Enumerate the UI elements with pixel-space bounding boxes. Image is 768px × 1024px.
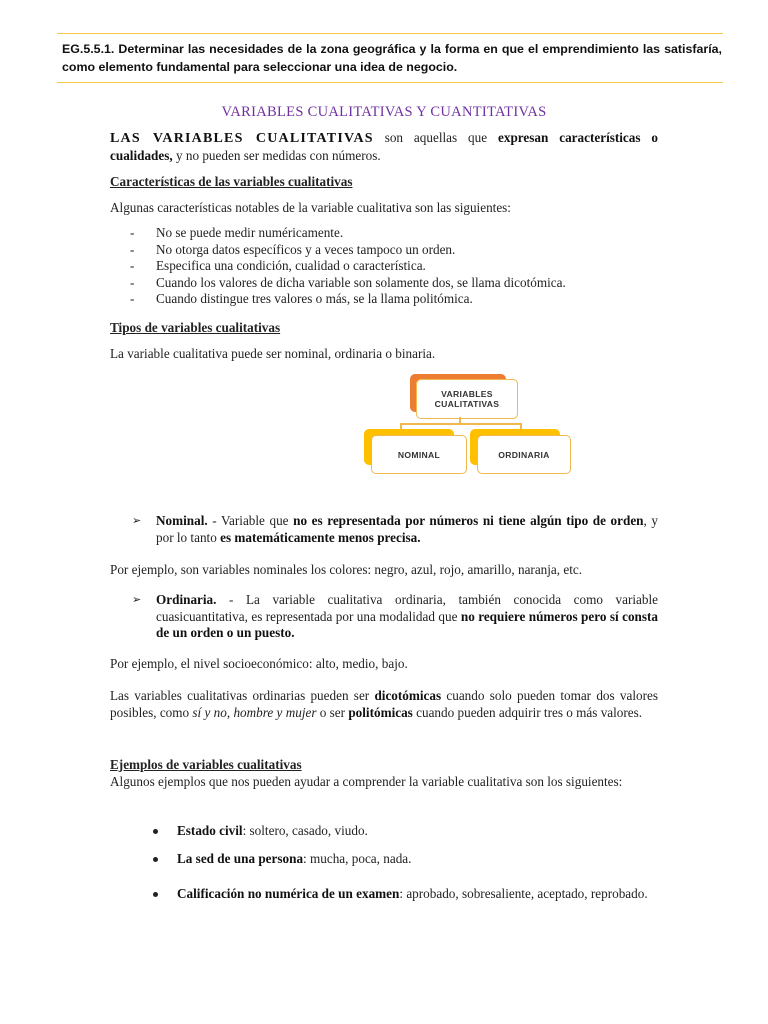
section2-intro: La variable cualitativa puede ser nominal, ordinaria o binaria.	[110, 346, 436, 361]
dicotomicas-paragraph: Las variables cualitativas ordinarias pueden ser dicotómicas cuando solo pueden tomar dos valores posibles, como sí y no, hombre y mujer o ser politómicas cuando pueden adquirir tres o más valores.	[110, 688, 658, 720]
header-bottom-rule	[57, 82, 723, 83]
example-item-sed: La sed de una persona: mucha, poca, nada.	[150, 851, 658, 868]
section1-heading: Características de las variables cualitativas	[110, 174, 353, 189]
bullet-icon	[153, 892, 158, 897]
section1-intro: Algunas características notables de la variable cualitativa son las siguientes:	[110, 200, 511, 215]
bullet-icon	[153, 829, 158, 834]
page-title: VARIABLES CUALITATIVAS Y CUANTITATIVAS	[221, 104, 547, 120]
bullet-icon	[153, 857, 158, 862]
header-objective: EG.5.5.1. Determinar las necesidades de la zona geográfica y la forma en que el emprendimiento las satisfaría, como elemento fundamental para seleccionar una idea de negocio.	[62, 42, 722, 74]
section3-heading: Ejemplos de variables cualitativas	[110, 757, 302, 772]
ordinaria-node: ORDINARIA	[477, 435, 571, 474]
example-item-estado-civil: Estado civil: soltero, casado, viudo.	[150, 823, 658, 840]
list-item: - Cuando los valores de dicha variable son solamente dos, se llama dicotómica.	[130, 274, 566, 290]
example-item-calificacion: Calificación no numérica de un examen: aprobado, sobresaliente, aceptado, reprobado.	[150, 880, 658, 908]
nominal-node: NOMINAL	[371, 435, 467, 474]
list-item: - No se puede medir numéricamente.	[130, 225, 344, 240]
intro-lead: LAS VARIABLES CUALITATIVAS	[110, 131, 374, 146]
intro-part1: son aquellas que	[373, 130, 498, 145]
arrow-bullet-icon: ➢	[132, 594, 142, 606]
intro-bold: expresan características o cualidades,	[110, 130, 658, 163]
section3-intro: Algunos ejemplos que nos pueden ayudar a comprender la variable cualitativa son los siguientes:	[110, 774, 623, 789]
ordinaria-definition: ➢ Ordinaria. - La variable cualitativa ordinaria, también conocida como variable cuasicuantitativa, es representada por una modalidad que no requiere números pero sí consta de un orden o un puesto.	[132, 592, 658, 640]
section2-heading: Tipos de variables cualitativas	[110, 320, 281, 335]
root-node: VARIABLES CUALITATIVAS	[416, 379, 518, 419]
diagram-connector	[400, 423, 521, 425]
ordinaria-example: Por ejemplo, el nivel socioeconómico: alto, medio, bajo.	[110, 656, 408, 671]
nominal-example: Por ejemplo, son variables nominales los colores: negro, azul, rojo, amarillo, naranja, etc.	[110, 562, 583, 577]
characteristics-list	[110, 225, 566, 308]
list-item: - Especifica una condición, cualidad o característica.	[130, 258, 426, 274]
nominal-definition: ➢ Nominal. - Variable que no es representada por números ni tiene algún tipo de orden, y por lo tanto es matemáticamente menos precisa.	[132, 513, 659, 545]
intro-part2: y no pueden ser medidas con números.	[172, 147, 381, 163]
header-top-rule	[57, 33, 723, 34]
intro-paragraph	[110, 130, 658, 164]
list-item: - No otorga datos específicos y a veces tampoco un orden.	[130, 241, 456, 257]
variables-diagram	[360, 372, 580, 482]
list-item: - Cuando distingue tres valores o más, se la llama politómica.	[130, 291, 473, 307]
arrow-bullet-icon: ➢	[132, 515, 142, 527]
